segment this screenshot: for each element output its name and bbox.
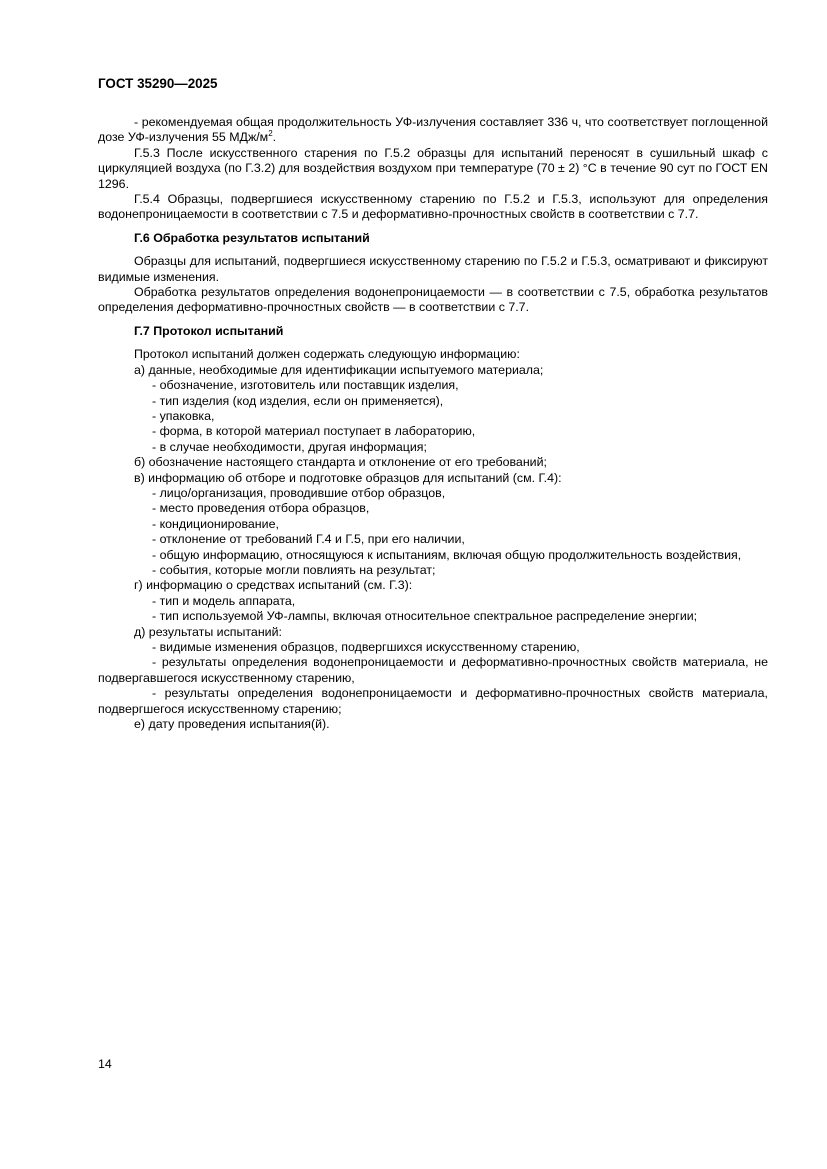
list-item: - события, которые могли повлиять на результат;: [152, 562, 436, 577]
list-item: - место проведения отбора образцов,: [152, 501, 370, 516]
list-item-wrapped: - результаты определения водонепроницаемости и деформативно-прочностных свойств материала, не подвергавшегося искусственному старению,: [98, 655, 768, 685]
list-item: - форма, в которой материал поступает в лабораторию,: [152, 424, 476, 439]
list-item-a: а) данные, необходимые для идентификации испытуемого материала;: [134, 362, 544, 377]
list-item: - тип используемой УФ-лампы, включая относительное спектральное распределение энергии;: [152, 609, 698, 624]
page-number: 14: [98, 1057, 112, 1071]
list-item: - общую информацию, относящуюся к испытаниям, включая общую продолжительность воздействия,: [152, 547, 742, 562]
paragraph-uv-dose: [98, 115, 768, 146]
list-item-d: д) результаты испытаний:: [134, 624, 282, 639]
paragraph-g7-lead: Протокол испытаний должен содержать следующую информацию:: [134, 347, 520, 362]
list-item: - в случае необходимости, другая информация;: [152, 439, 427, 454]
unit-superscript: 2: [268, 129, 273, 139]
list-item-e: е) дату проведения испытания(й).: [134, 717, 330, 732]
list-item: - тип и модель аппарата,: [152, 593, 296, 608]
document-header: ГОСТ 35290—2025: [98, 76, 218, 91]
list-item: - кондиционирование,: [152, 516, 279, 531]
list-item-v: в) информацию об отборе и подготовке образцов для испытаний (см. Г.4):: [134, 470, 562, 485]
paragraph-g6-2: Обработка результатов определения водонепроницаемости — в соответствии с 7.5, обработка результатов определения деформативно-прочностных свойств — в соответствии с 7.7.: [98, 285, 768, 315]
list-item: - обозначение, изготовитель или поставщик изделия,: [152, 378, 459, 393]
list-item-g: г) информацию о средствах испытаний (см. Г.3):: [134, 578, 413, 593]
list-item: - видимые изменения образцов, подвергшихся искусственному старению,: [152, 640, 580, 654]
paragraph-g54: Г.5.4 Образцы, подвергшиеся искусственному старению по Г.5.2 и Г.5.3, используют для определения водонепроницаемости в соответствии с 7.5 и деформативно-прочностных свойств в соответствии с 7.7.: [98, 192, 768, 222]
list-item: - лицо/организация, проводившие отбор образцов,: [152, 485, 446, 500]
paragraph-g53: Г.5.3 После искусственного старения по Г.5.2 образцы для испытаний переносят в сушильный шкаф с циркуляцией воздуха (по Г.3.2) для воздействия воздухом при температуре (70 ± 2) °С в течение 90 сут по ГОСТ EN 1296.: [98, 145, 768, 191]
list-item-b: б) обозначение настоящего стандарта и отклонение от его требований;: [134, 455, 547, 470]
section-heading-g7: Г.7 Протокол испытаний: [134, 323, 284, 338]
uv-dose-end: .: [272, 130, 277, 145]
list-item: - тип изделия (код изделия, если он применяется),: [152, 393, 444, 408]
page-content: [98, 115, 768, 732]
list-item-wrapped: - результаты определения водонепроницаемости и деформативно-прочностных свойств материала, подвергшегося искусственному старению;: [98, 686, 768, 716]
list-item: - упаковка,: [152, 408, 215, 423]
uv-dose-text: - рекомендуемая общая продолжительность УФ-излучения составляет 336 ч, что соответствует поглощенной дозе УФ-излучения 55 МДж/м: [98, 115, 768, 145]
section-heading-g6: Г.6 Обработка результатов испытаний: [134, 230, 370, 245]
list-item: - отклонение от требований Г.4 и Г.5, при его наличии,: [152, 532, 465, 547]
paragraph-g6-1: Образцы для испытаний, подвергшиеся искусственному старению по Г.5.2 и Г.5.3, осматривают и фиксируют видимые изменения.: [98, 254, 768, 284]
